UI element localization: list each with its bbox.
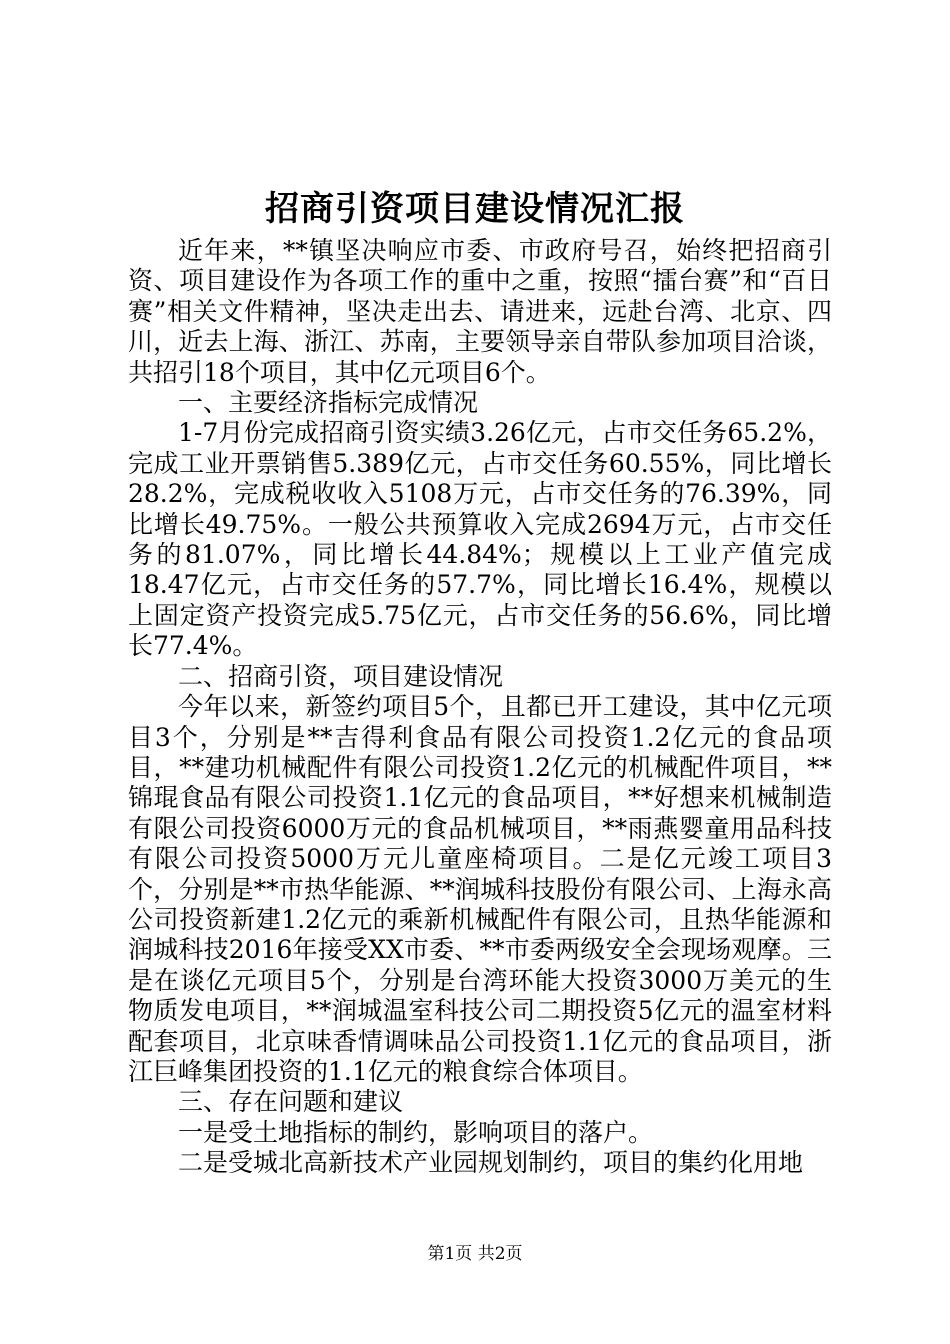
paragraph-projects: 今年以来，新签约项目5个，且都已开工建设，其中亿元项目3个，分别是**吉得利食品有限公司投资1.2亿元的食品项目，**建功机械配件有限公司投资1.2亿元的机械配件项目，**锦琨食品有限公司投资1.1亿元的食品项目，**好想来机械制造有限公司投资6000万元的食品机械项目，**雨燕婴童用品科技有限公司投资5000万元儿童座椅项目。二是亿元竣工项目3个，分别是**市热华能源、**润城科技股份有限公司、上海永高公司投资新建1.2亿元的乘新机械配件有限公司，且热华能源和润城科技2016年接受XX市委、**市委两级安全会现场观摩。三是在谈亿元项目5个，分别是台湾环能大投资3000万美元的生物质发电项目，**润城温室科技公司二期投资5亿元的温室材料配套项目，北京味香情调味品公司投资1.1亿元的食品项目，浙江巨峰集团投资的1.1亿元的粮食综合体项目。: [128, 692, 832, 1086]
document-title: 招商引资项目建设情况汇报: [265, 189, 685, 229]
page-number-footer: 第1页 共2页: [427, 1244, 523, 1264]
section-heading-3: 三、存在问题和建议: [178, 1087, 404, 1117]
section-heading-2: 二、招商引资，项目建设情况: [178, 661, 504, 691]
paragraph-issue-1: 一是受土地指标的制约，影响项目的落户。: [178, 1117, 654, 1147]
document-body: [128, 236, 832, 1179]
section-heading-1: 一、主要经济指标完成情况: [178, 388, 479, 418]
paragraph-intro: 近年来，**镇坚决响应市委、市政府号召，始终把招商引资、项目建设作为各项工作的重中之重，按照“擂台赛”和“百日赛”相关文件精神，坚决走出去、请进来，远赴台湾、北京、四川，近去上海、浙江、苏南，主要领导亲自带队参加项目洽谈，共招引18个项目，其中亿元项目6个。: [128, 236, 832, 387]
paragraph-issue-2: 二是受城北高新技术产业园规划制约，项目的集约化用地: [178, 1148, 804, 1178]
paragraph-indicators: 1-7月份完成招商引资实绩3.26亿元，占市交任务65.2%，完成工业开票销售5.389亿元，占市交任务60.55%，同比增长28.2%，完成税收收入5108万元，占市交任务的76.39%，同比增长49.75%。一般公共预算收入完成2694万元，占市交任务的81.07%，同比增长44.84%；规模以上工业产值完成18.47亿元，占市交任务的57.7%，同比增长16.4%，规模以上固定资产投资完成5.75亿元，占市交任务的56.6%，同比增长77.4%。: [128, 418, 832, 661]
